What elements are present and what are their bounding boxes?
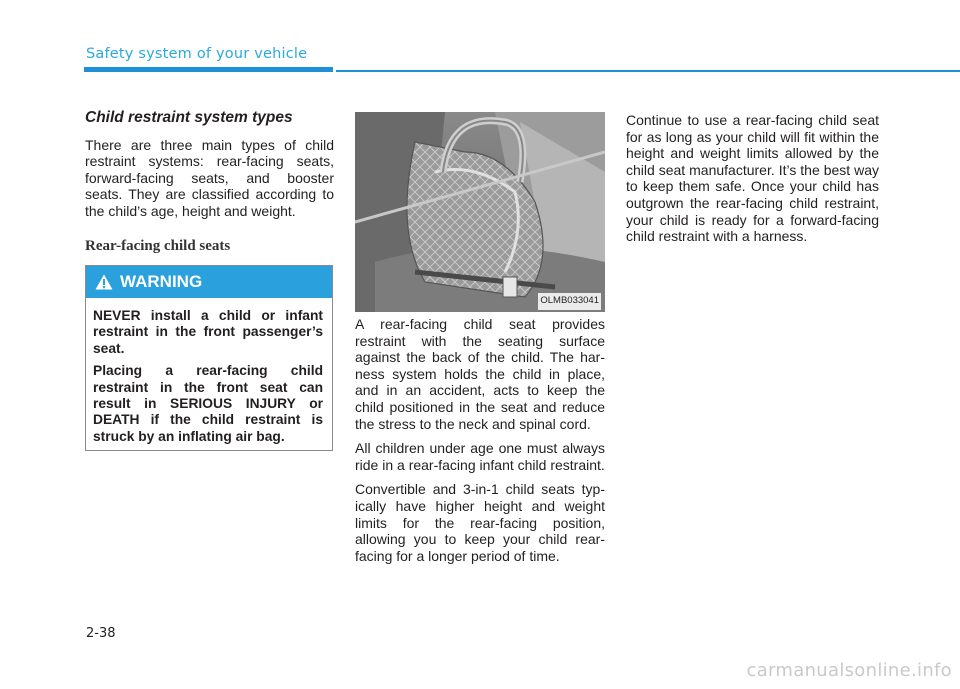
middle-paragraph-2: All children under age one must always ride in a rear-facing infant child restraint. — [355, 440, 605, 473]
intro-paragraph: There are three main types of child restraint systems: rear-facing seats, forward-facing seats, and booster seats. They are classified according to the child’s age, height and weight. — [85, 136, 334, 219]
image-code-label: OLMB033041 — [538, 293, 601, 310]
warning-body — [86, 298, 332, 445]
section-title: Child restraint system types — [85, 109, 293, 126]
warning-title: WARNING — [120, 272, 203, 291]
right-column — [626, 112, 879, 253]
watermark: carmanualsonline.info — [746, 660, 952, 681]
sub-heading: Rear-facing child seats — [85, 237, 231, 254]
middle-paragraph-3: Convertible and 3-in-1 child seats typically have higher height and weight limits for the rear-facing position, allowing you to keep your child rear-facing for a longer period of time. — [355, 481, 605, 564]
warning-header — [86, 266, 332, 298]
warning-box — [85, 265, 333, 451]
middle-paragraph-1: A rear-facing child seat provides restraint with the seating surface against the back of the child. The harness system holds the child in place, and in an accident, acts to keep the child positioned in the seat and reduce the stress to the neck and spinal cord. — [355, 316, 605, 432]
warning-paragraph-1: NEVER install a child or infant restraint in the front passenger’s seat. — [93, 308, 323, 356]
warning-triangle-icon — [95, 274, 113, 290]
header-rule-thick — [84, 67, 333, 72]
header-rule-thin — [336, 70, 960, 72]
warning-paragraph-2: Placing a rear-facing child restraint in the front seat can result in SERIOUS INJURY or DEATH if the child restraint is struck by an inflating air bag. — [93, 363, 323, 444]
rear-facing-seat-illustration — [355, 112, 605, 312]
right-paragraph-1: Continue to use a rear-facing child seat for as long as your child will fit within the height and weight limits allowed by the child seat manufacturer. It’s the best way to keep them safe. Once your child has outgrown the rear-facing child restraint, your child is ready for a forward-facing child restraint with a harness. — [626, 112, 879, 245]
page-number: 2-38 — [86, 626, 116, 641]
middle-column — [355, 112, 605, 572]
section-header-title: Safety system of your vehicle — [86, 46, 308, 62]
left-column — [85, 110, 334, 254]
